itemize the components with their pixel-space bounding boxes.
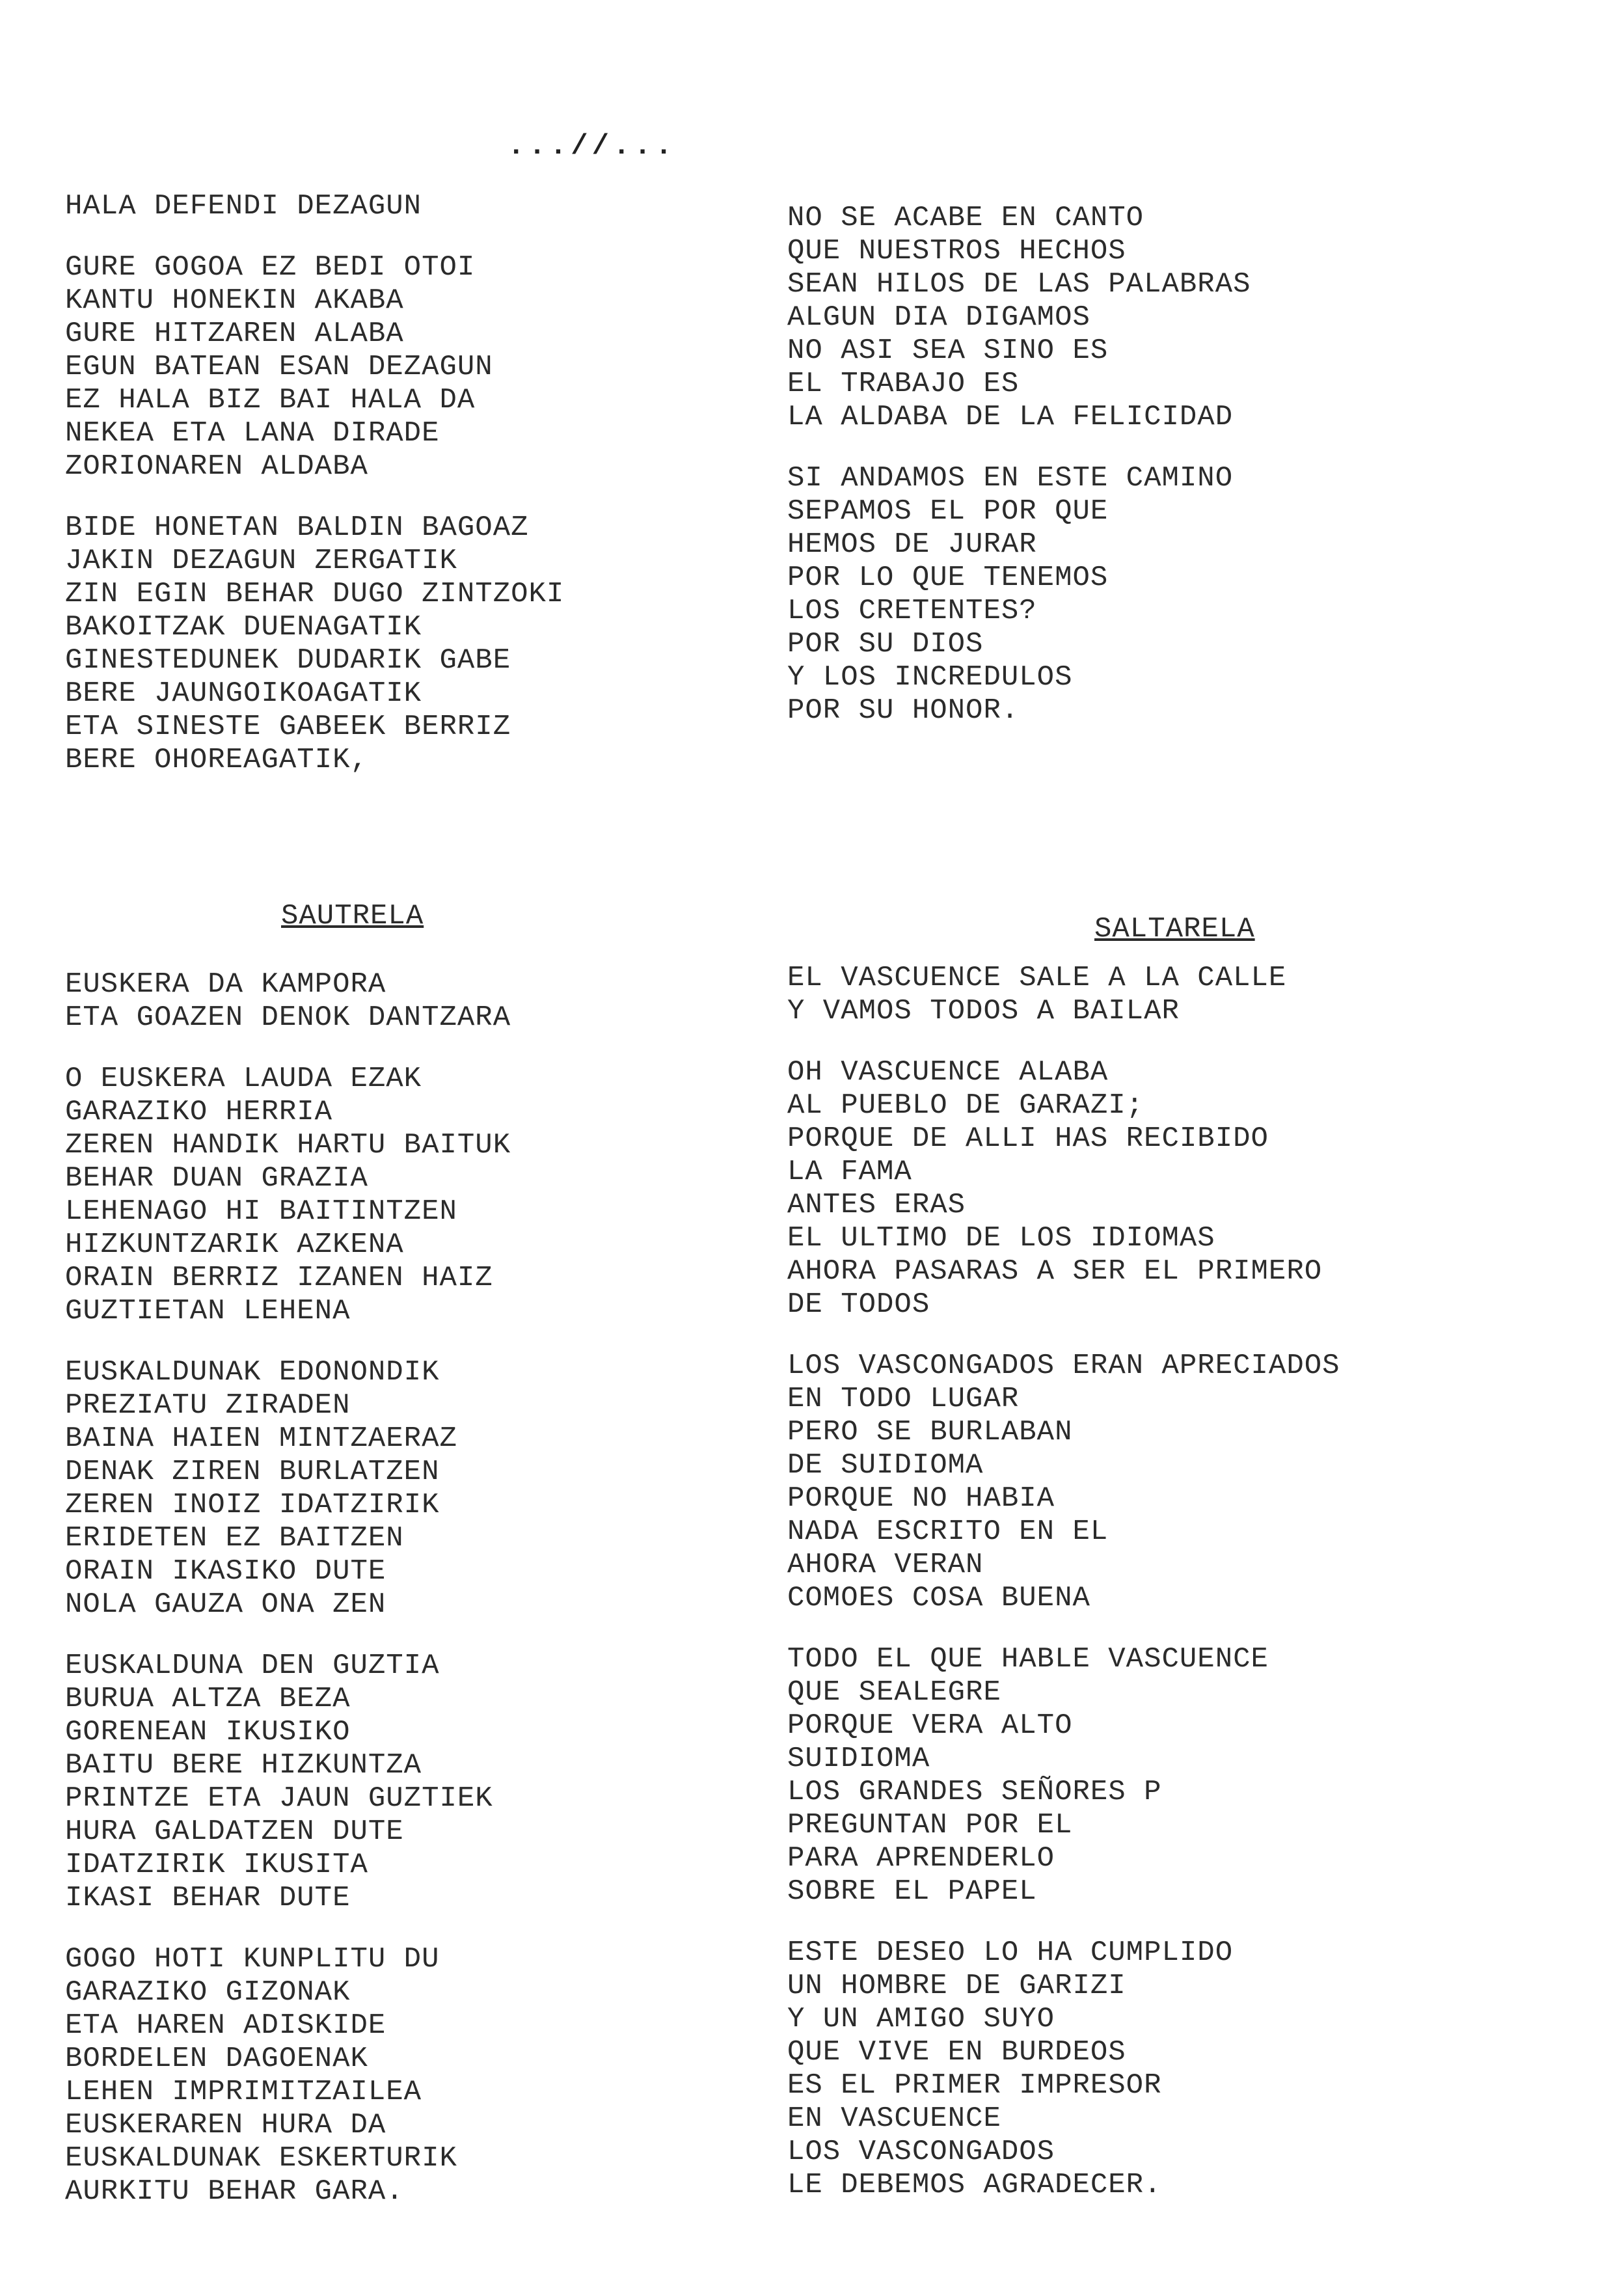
top-right-column: [787, 202, 1594, 727]
verse-line: PRINTZE ETA JAUN GUZTIEK: [65, 1782, 493, 1815]
verse-line: HEMOS DE JURAR: [787, 528, 1037, 561]
stanza: [65, 1356, 768, 1622]
verse-line: GUZTIETAN LEHENA: [65, 1295, 351, 1327]
verse-line: AHORA PASARAS A SER EL PRIMERO: [787, 1255, 1323, 1288]
verse-line: ZIN EGIN BEHAR DUGO ZINTZOKI: [65, 578, 565, 610]
verse-line: PORQUE DE ALLI HAS RECIBIDO: [787, 1122, 1269, 1155]
verse-line: UN HOMBRE DE GARIZI: [787, 1970, 1126, 2002]
verse-line: SUIDIOMA: [787, 1743, 930, 1775]
verse-line: ERIDETEN EZ BAITZEN: [65, 1522, 404, 1555]
bottom-left-column: [65, 968, 768, 2208]
top-left-column: [65, 190, 768, 777]
verse-line: EUSKALDUNAK EDONONDIK: [65, 1356, 440, 1389]
stanza: [787, 1350, 1594, 1615]
verse-line: NADA ESCRITO EN EL: [787, 1515, 1109, 1548]
verse-line: EUSKERA DA KAMPORA: [65, 968, 386, 1001]
verse-line: ETA GOAZEN DENOK DANTZARA: [65, 1001, 511, 1034]
verse-line: QUE SEALEGRE: [787, 1676, 1001, 1709]
verse-line: LOS VASCONGADOS ERAN APRECIADOS: [787, 1350, 1340, 1382]
verse-line: BURUA ALTZA BEZA: [65, 1683, 351, 1715]
verse-line: ORAIN BERRIZ IZANEN HAIZ: [65, 1262, 493, 1294]
stanza: [787, 1056, 1594, 1322]
verse-line: PREGUNTAN POR EL: [787, 1809, 1073, 1841]
verse-line: PARA APRENDERLO: [787, 1842, 1055, 1875]
verse-line: Y VAMOS TODOS A BAILAR: [787, 995, 1180, 1027]
verse-line: EZ HALA BIZ BAI HALA DA: [65, 384, 476, 416]
stanza: [65, 1063, 768, 1328]
verse-line: Y LOS INCREDULOS: [787, 661, 1073, 694]
stanza: [787, 202, 1594, 434]
stanza: [65, 1943, 768, 2208]
stanza: [787, 1936, 1594, 2202]
page-marker: ...//...: [508, 130, 677, 163]
stanza: [65, 1650, 768, 1915]
verse-line: BIDE HONETAN BALDIN BAGOAZ: [65, 511, 529, 544]
verse-line: EUSKALDUNAK ESKERTURIK: [65, 2142, 457, 2175]
verse-line: TODO EL QUE HABLE VASCUENCE: [787, 1643, 1269, 1676]
verse-line: HIZKUNTZARIK AZKENA: [65, 1229, 404, 1261]
verse-line: EN TODO LUGAR: [787, 1383, 1020, 1415]
bottom-right-column: [787, 962, 1594, 2202]
verse-line: BAKOITZAK DUENAGATIK: [65, 611, 422, 644]
verse-line: LEHENAGO HI BAITINTZEN: [65, 1195, 457, 1228]
verse-line: LOS VASCONGADOS: [787, 2136, 1055, 2168]
verse-line: NO ASI SEA SINO ES: [787, 334, 1109, 367]
verse-line: IDATZIRIK IKUSITA: [65, 1849, 368, 1881]
verse-line: GORENEAN IKUSIKO: [65, 1716, 351, 1748]
verse-line: AL PUEBLO DE GARAZI;: [787, 1089, 1144, 1122]
verse-line: SOBRE EL PAPEL: [787, 1875, 1037, 1908]
verse-line: GINESTEDUNEK DUDARIK GABE: [65, 644, 511, 677]
verse-line: SI ANDAMOS EN ESTE CAMINO: [787, 462, 1234, 495]
verse-line: PERO SE BURLABAN: [787, 1416, 1073, 1448]
verse-line: ES EL PRIMER IMPRESOR: [787, 2069, 1162, 2102]
verse-line: GURE HITZAREN ALABA: [65, 318, 404, 350]
verse-line: PREZIATU ZIRADEN: [65, 1389, 351, 1422]
verse-line: EL ULTIMO DE LOS IDIOMAS: [787, 1222, 1215, 1255]
verse-line: ALGUN DIA DIGAMOS: [787, 301, 1090, 334]
verse-line: GOGO HOTI KUNPLITU DU: [65, 1943, 440, 1976]
verse-line: NEKEA ETA LANA DIRADE: [65, 417, 440, 450]
verse-line: NOLA GAUZA ONA ZEN: [65, 1588, 386, 1621]
verse-line: BAITU BERE HIZKUNTZA: [65, 1749, 422, 1782]
verse-line: PORQUE NO HABIA: [787, 1482, 1055, 1515]
verse-line: SEAN HILOS DE LAS PALABRAS: [787, 268, 1251, 301]
verse-line: EN VASCUENCE: [787, 2102, 1001, 2135]
verse-line: JAKIN DEZAGUN ZERGATIK: [65, 545, 457, 577]
verse-line: KANTU HONEKIN AKABA: [65, 284, 404, 317]
verse-line: Y UN AMIGO SUYO: [787, 2003, 1055, 2035]
verse-line: HURA GALDATZEN DUTE: [65, 1815, 404, 1848]
verse-line: LA FAMA: [787, 1156, 912, 1188]
verse-line: ETA HAREN ADISKIDE: [65, 2009, 386, 2042]
verse-line: GURE GOGOA EZ BEDI OTOI: [65, 251, 476, 284]
verse-line: DENAK ZIREN BURLATZEN: [65, 1456, 440, 1488]
verse-line: DE SUIDIOMA: [787, 1449, 984, 1482]
verse-line: HALA DEFENDI DEZAGUN: [65, 190, 422, 223]
verse-line: EUSKALDUNA DEN GUZTIA: [65, 1650, 440, 1682]
verse-line: POR SU HONOR.: [787, 694, 1020, 727]
verse-line: ORAIN IKASIKO DUTE: [65, 1555, 386, 1588]
verse-line: GARAZIKO GIZONAK: [65, 1976, 351, 2009]
verse-line: ZEREN INOIZ IDATZIRIK: [65, 1489, 440, 1521]
verse-line: QUE VIVE EN BURDEOS: [787, 2036, 1126, 2069]
verse-line: BAINA HAIEN MINTZAERAZ: [65, 1422, 457, 1455]
verse-line: EUSKERAREN HURA DA: [65, 2109, 386, 2141]
verse-line: BEHAR DUAN GRAZIA: [65, 1162, 368, 1195]
stanza: [787, 1643, 1594, 1908]
verse-line: ZEREN HANDIK HARTU BAITUK: [65, 1129, 511, 1161]
verse-line: BERE JAUNGOIKOAGATIK: [65, 677, 422, 710]
verse-line: LOS GRANDES SEÑORES P: [787, 1776, 1162, 1808]
verse-line: NO SE ACABE EN CANTO: [787, 202, 1144, 234]
heading-left: SAUTRELA: [281, 900, 424, 932]
stanza: [65, 190, 768, 223]
verse-line: LE DEBEMOS AGRADECER.: [787, 2169, 1162, 2201]
verse-line: EL VASCUENCE SALE A LA CALLE: [787, 962, 1287, 994]
verse-line: PORQUE VERA ALTO: [787, 1709, 1073, 1742]
verse-line: AHORA VERAN: [787, 1549, 984, 1581]
verse-line: LA ALDABA DE LA FELICIDAD: [787, 401, 1234, 433]
verse-line: COMOES COSA BUENA: [787, 1582, 1090, 1614]
verse-line: ANTES ERAS: [787, 1189, 966, 1221]
verse-line: QUE NUESTROS HECHOS: [787, 235, 1126, 267]
stanza: [65, 251, 768, 483]
verse-line: EGUN BATEAN ESAN DEZAGUN: [65, 351, 493, 383]
stanza: [787, 962, 1594, 1028]
verse-line: POR SU DIOS: [787, 628, 984, 660]
verse-line: ESTE DESEO LO HA CUMPLIDO: [787, 1936, 1234, 1969]
verse-line: LEHEN IMPRIMITZAILEA: [65, 2076, 422, 2108]
verse-line: O EUSKERA LAUDA EZAK: [65, 1063, 422, 1095]
verse-line: ETA SINESTE GABEEK BERRIZ: [65, 711, 511, 743]
verse-line: BORDELEN DAGOENAK: [65, 2043, 368, 2075]
verse-line: ZORIONAREN ALDABA: [65, 450, 368, 483]
verse-line: LOS CRETENTES?: [787, 595, 1037, 627]
verse-line: SEPAMOS EL POR QUE: [787, 495, 1109, 528]
verse-line: DE TODOS: [787, 1288, 930, 1321]
verse-line: GARAZIKO HERRIA: [65, 1096, 333, 1128]
heading-right: SALTARELA: [1094, 913, 1255, 945]
verse-line: IKASI BEHAR DUTE: [65, 1882, 351, 1914]
stanza: [65, 968, 768, 1035]
stanza: [787, 462, 1594, 727]
verse-line: OH VASCUENCE ALABA: [787, 1056, 1109, 1089]
verse-line: BERE OHOREAGATIK,: [65, 744, 368, 776]
verse-line: POR LO QUE TENEMOS: [787, 562, 1109, 594]
stanza: [65, 511, 768, 777]
verse-line: AURKITU BEHAR GARA.: [65, 2175, 404, 2208]
verse-line: EL TRABAJO ES: [787, 368, 1020, 400]
